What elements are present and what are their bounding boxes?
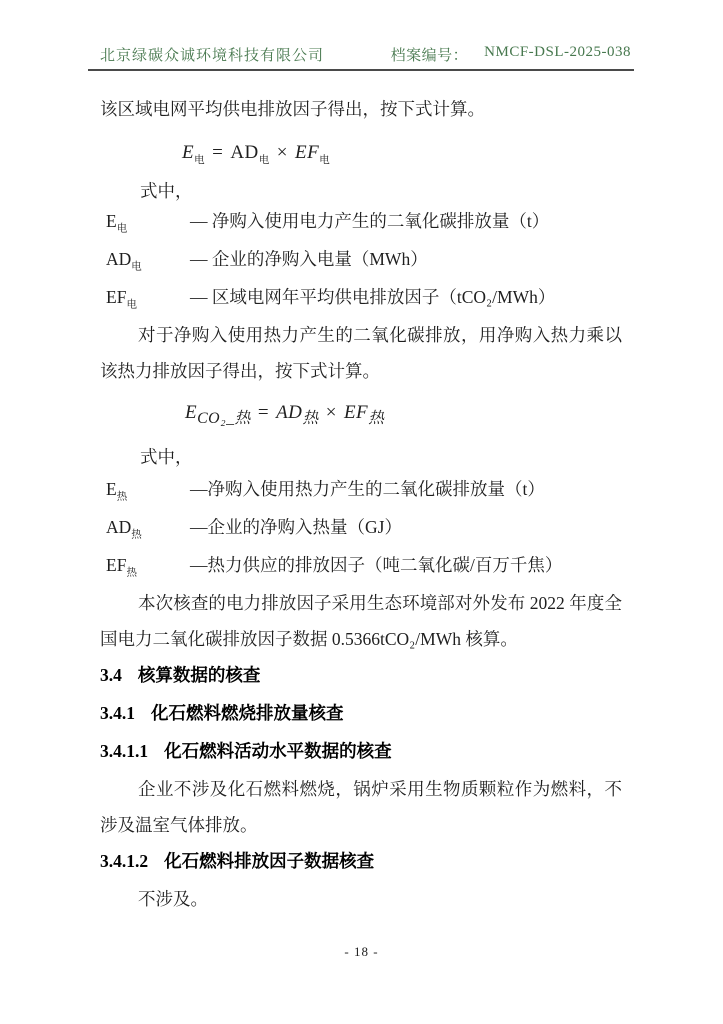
definition-text: —热力供应的排放因子（吨二氧化碳/百万千焦） [190,555,563,575]
symbol-e-elec: $E_电$ [106,211,128,235]
symbol-ad-heat: $AD_热$ [106,517,142,541]
formula-lhs: E [185,402,198,423]
heat-paragraph-line2: 该热力排放因子得出，按下式计算。 [100,361,380,381]
section-heading-3-4-1-1 [100,738,622,776]
equals-sign: = [212,142,224,163]
definition-text: — 净购入使用电力产生的二氧化碳排放量（t） [190,211,550,231]
archive-number: NMCF-DSL-2025-038 [484,44,631,60]
multiply-sign: × [276,142,288,163]
definition-row [100,552,622,590]
symbol-ef-heat: $EF_热$ [106,555,137,579]
section-heading-3-4-1 [100,700,622,738]
definition-row [100,514,622,552]
definition-row [100,246,622,284]
where-label-electricity: 式中， [140,181,193,201]
archive-label: 档案编号： [390,48,469,64]
heat-paragraph-line1: 对于净购入使用热力产生的二氧化碳排放，用净购入热力乘以 [138,325,622,345]
formula-lhs-subscript: 电 [194,154,206,166]
heat-emission-formula [100,394,622,444]
section-title: 化石燃料排放因子数据核查 [164,851,375,871]
document-body [100,96,622,922]
electricity-emission-formula [100,138,622,178]
formula-term1: AD [230,142,259,163]
factor-paragraph-line1: 本次核查的电力排放因子采用生态环境部对外发布 2022 年度全 [138,593,622,613]
definition-text: — 企业的净购入电量（MWh） [190,249,428,269]
formula-lhs-subscript: CO₂_热 [197,409,251,427]
section-heading-3-4-1-2 [100,848,622,886]
company-name: 北京绿碳众诚环境科技有限公司 [100,48,325,64]
formula-term2: EF [295,142,320,163]
equals-sign: = [257,402,270,423]
definition-row [100,284,622,322]
symbol-ef-elec: $EF_电$ [106,287,137,311]
section-heading-3-4 [100,662,622,700]
section-number: 3.4.1.2 [100,851,149,871]
definition-text: —净购入使用热力产生的二氧化碳排放量（t） [190,479,545,499]
where-label-heat: 式中， [140,447,193,467]
header-divider [88,69,634,71]
symbol-e-heat: $E_热$ [106,479,128,503]
fossil-paragraph-line2: 涉及温室气体排放。 [100,815,258,835]
factor-paragraph-line2: 国电力二氧化碳排放因子数据 0.5366tCO₂/MWh 核算。 [100,629,518,649]
section-number: 3.4 [100,665,122,685]
section-number: 3.4.1 [100,703,135,723]
fossil-paragraph-line1: 企业不涉及化石燃料燃烧，锅炉采用生物质颗粒作为燃料，不 [138,779,622,799]
formula-lhs: E [182,142,195,163]
formula-term1-subscript: 电 [258,154,270,166]
formula-term2: EF [343,402,369,423]
formula-term2-subscript: 热 [368,409,385,427]
archive-number-group [391,44,631,65]
section-title: 化石燃料活动水平数据的核查 [164,741,392,761]
section-title: 化石燃料燃烧排放量核查 [151,703,344,723]
definition-text: — 区域电网年平均供电排放因子（tCO₂/MWh） [190,287,556,307]
section-title: 核算数据的核查 [137,665,261,685]
formula-term1-subscript: 热 [302,409,319,427]
formula-term1: AD [276,402,303,423]
definition-text: —企业的净购入热量（GJ） [190,517,402,537]
symbol-ad-elec: $AD_电$ [106,249,142,273]
multiply-sign: × [325,402,337,423]
intro-line: 该区域电网平均供电排放因子得出，按下式计算。 [100,99,485,119]
definition-row [100,476,622,514]
not-applicable-line: 不涉及。 [138,889,208,909]
section-number: 3.4.1.1 [100,741,149,761]
page-header [100,44,631,65]
definition-row [100,208,622,246]
formula-term2-subscript: 电 [319,154,331,166]
page-number: - 18 - [344,944,379,959]
